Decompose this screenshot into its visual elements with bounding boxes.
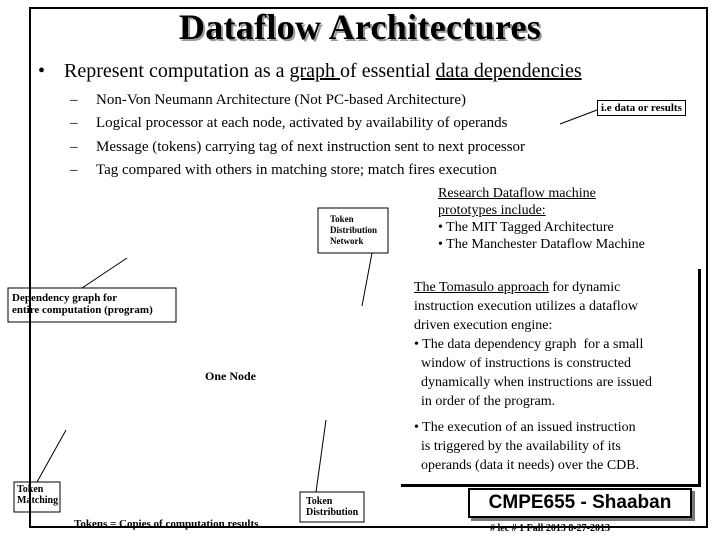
token-matching-pointer [37,430,66,482]
tomasulo-spacer [414,411,692,418]
subbullet-2-text: Logical processor at each node, activated by availability of operands [96,115,508,131]
subbullet-4: – Tag compared with others in matching store; match fires execution [70,162,497,178]
subbullet-1-text: Non-Von Neumann Architecture (Not PC-based Architecture) [96,92,467,108]
tomasulo-line-5: dynamically when instructions are issued [414,375,652,390]
tomasulo-line-6: in order of the program. [414,394,556,409]
dg-line-2: entire computation (program) [12,304,153,316]
tm-line-1: Token [17,484,44,495]
token-matching-box [14,482,60,512]
tdn-line-3: Network [330,236,364,246]
dg-line-1: Dependency graph for [12,292,118,304]
bullet-dot: • [38,60,46,82]
subbullet-4-text: Tag compared with others in matching store; match fires execution [96,162,497,178]
td-line-1: Token [306,496,333,507]
research-heading-1: Research Dataflow machine [438,186,596,201]
subbullet-1: – Non-Von Neumann Architecture (Not PC-based Architecture) [70,92,467,108]
tomasulo-first-line [414,278,692,297]
tomasulo-line-2: driven execution engine: [414,318,553,333]
ie-callout-pointer [560,110,597,124]
tomasulo-line-10: operands (data it needs) over the CDB. [414,458,640,473]
tomasulo-line-9: is triggered by the availability of its [414,439,621,454]
graph-link[interactable]: graph [289,60,341,82]
tdn-pointer [362,253,372,306]
research-item-manchester: • The Manchester Dataflow Machine [438,237,645,252]
tomasulo-box [398,266,698,484]
tomasulo-first-rest: for dynamic [548,280,621,295]
research-heading-2: prototypes include: [438,203,546,218]
course-badge: CMPE655 - Shaaban [468,488,692,518]
tdn-box [318,208,388,253]
research-item-mit: • The MIT Tagged Architecture [438,220,614,235]
data-dependencies-link[interactable]: data dependencies [435,60,582,82]
token-distribution-box [300,492,364,522]
one-node-label: One Node [205,369,256,383]
tomasulo-line-8: • The execution of an issued instruction [414,420,636,435]
dependency-graph-box [8,288,176,322]
subbullet-3-text: Message (tokens) carrying tag of next instruction sent to next processor [96,139,526,155]
td-line-2: Distribution [306,507,359,518]
bullet-text-middle: of essential [340,60,436,82]
slide-footer: # lec # 1 Fall 2013 8-27-2013 [490,523,610,534]
bullet-text-prefix: Represent computation as a [64,60,290,82]
slide-title: Dataflow Architectures [178,7,542,47]
tdn-line-2: Distribution [330,225,378,235]
tdn-line-1: Token [330,214,354,224]
tomasulo-line-3: • The data dependency graph for a small [414,337,644,352]
subbullet-3: – Message (tokens) carrying tag of next instruction sent to next processor [70,139,526,155]
tomasulo-line-1: instruction execution utilizes a dataflow [414,299,638,314]
tm-line-2: Matching [17,495,59,506]
subbullet-2: – Logical processor at each node, activated by availability of operands [70,115,508,131]
tomasulo-line-4: window of instructions is constructed [414,356,631,371]
token-distribution-pointer [316,420,326,492]
tomasulo-link[interactable]: The Tomasulo approach [414,280,549,295]
tokens-copies-label: Tokens = Copies of computation results [74,518,259,530]
ie-data-callout: i.e data or results [597,100,686,116]
dependency-graph-pointer [82,258,127,288]
